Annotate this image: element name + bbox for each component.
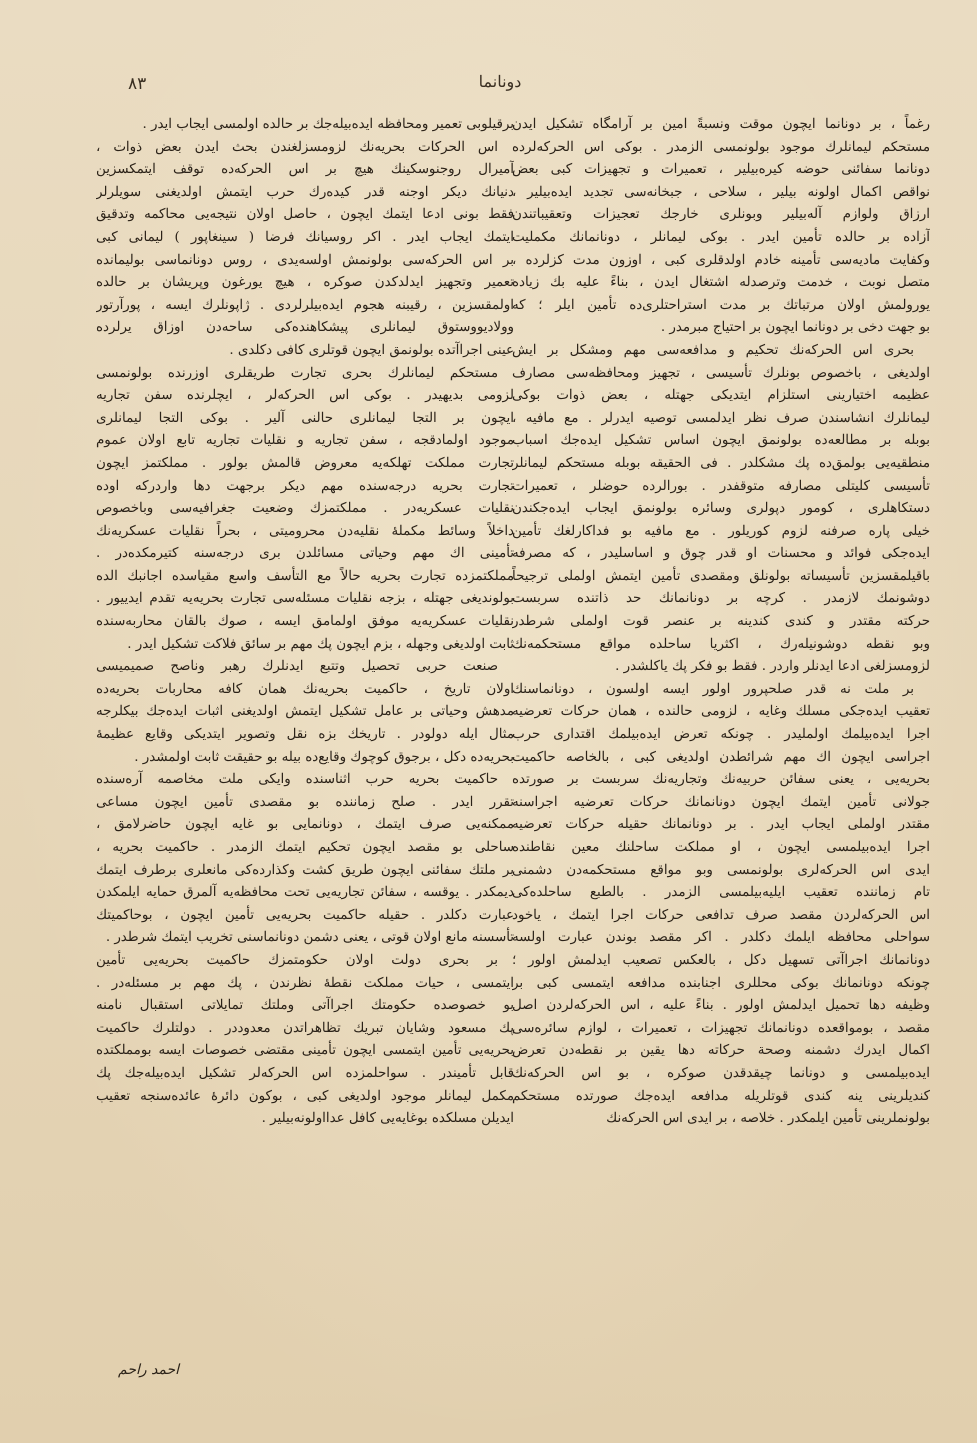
text-line: بحریه‌یی تأمین ایتمسی ایچون تأمینی مقتضی خصوصات ایسه بومملکتده xyxy=(96,1043,514,1059)
text-line: باقیلمقسزین تأسیساته بولونلق ومقصدی تأمین ایتمش اولملی ترجیحاً xyxy=(512,568,930,584)
text-line: بولوندیغی جهتله ، بزجه نقلیات مسئله‌سی تجارت بحریه‌یه تقدم ایدییور . xyxy=(96,591,514,607)
text-line: بحریه‌ده دکل ، برجوق کوچوك وقایع‌ده بیله بو حقیقت ثابت اولمشدر . xyxy=(134,749,514,765)
text-line: بوبله بر مطالعه‌ده بولونمق ایچون اساس تشکیل ایده‌جك اسباب xyxy=(512,433,930,449)
text-line: بو جهت دخی بر دونانما ایچون بر احتیاج مبرمدر . xyxy=(660,320,930,336)
text-line: دونانما سفائنی حوضه کیره‌بیلیر ، تعمیرات و تجهیزات کبی بعض xyxy=(512,162,930,178)
text-line: بر اس الحرکه‌سی بولونمش اولسه‌یدی ، روس دونانماسی بولیمانده xyxy=(96,252,514,268)
text-line: اولدیغی ، باخصوص بونلرك تأسیسی ، تجهیز ومحافظه‌سی مصارف xyxy=(512,365,930,381)
text-line: حاکمیت بحریه حرب اثناسنده وایکی ملت مخاصمه آره‌سنده xyxy=(96,772,498,788)
text-line: ایتمك ایجاب ایدر . اکر روسیانك فرضا ( سینغاپور ) لیمانی کبی xyxy=(96,229,514,245)
text-line: دوشونمك لازمدر . کرچه بر دونانمانك حد ذاتنده سربست xyxy=(512,591,930,607)
text-line: تعمیر وتجهیز ایدلدکدن صوکره ، هیچ یورغون وپریشان بر حالده xyxy=(96,275,514,291)
text-line: صنعت حربی تحصیل وتتبع ایدنلرك رهبر وناصح صمیمیسی xyxy=(96,659,498,675)
text-line: وبو نقطه دوشونیله‌رك ، اکثریا ساحلده مواقع مستحکمه‌نك xyxy=(512,636,930,652)
text-line: مستحکم لیمانلرك موجود بولونمسی الزمدر . بوکی اس الحرکه‌لرده xyxy=(512,139,930,155)
text-line: موجود اولمادقجه ، سفن تجاریه و نقلیات تجاریه تابع اولان عموم xyxy=(96,433,514,449)
text-line: اجراسی ایچون اك مهم شرائطدن اولدیغی کبی ، بالخاصه حاکمیت xyxy=(512,749,930,765)
text-line: مکمل لیمانلر موجود اولدیغی کبی ، بوکون دائرهٔ عائده‌سنجه تعقیب xyxy=(96,1088,514,1104)
text-line: دونانمانك اجراآتی تسهیل دکل ، بالعکس تصعیب ایدلمش اولور ؛ xyxy=(512,952,930,968)
text-line: بولونملرینی تأمین ایلمکدر . خلاصه ، بر ایدی اس الحرکه‌نك xyxy=(606,1111,930,1127)
text-line: چونکه دونانمانك بوکی محللری اجنابنده مدافعه ایتمسی کبی بر xyxy=(512,975,930,991)
text-line: وظیفه دها تحمیل ایدلمش اولور . بناءً علیه ، اس الحرکه‌لردن اصل xyxy=(512,998,930,1014)
text-line: تأسیسی کلیتلی مصارفه متوقفدر . بورالرده حوضلر ، تعمیرات xyxy=(512,478,930,494)
text-line: عینی اجراآتده بولونمق ایچون قوتلری کافی دکلدی . xyxy=(229,342,514,358)
text-line: بحری اس الحرکه‌نك تحکیم و مدافعه‌سی مهم ومشکل بر ایش xyxy=(512,342,914,358)
page-header xyxy=(0,70,977,100)
text-line: حرکته مقتدر و کندی کندینه بر عنصر قوت اولملی شرطدر xyxy=(512,614,930,630)
text-line: رغماً ، بر دونانما ایچون موقت ونسبةً امین بر آرامگاه تشکیل ایدن xyxy=(512,117,930,132)
text-line: مثال ایله دولودر . تاریخك بزه نقل وتصویر ایتدیکی وقایع عظیمهٔ xyxy=(96,727,514,743)
text-column-left xyxy=(96,114,514,1131)
text-line: ثابت اولدیغی وجهله ، بزم ایچون پك مهم بر سائق فلاکت تشکیل ایدر . xyxy=(127,636,514,652)
text-line: مقتدر اولملی ایجاب ایدر . بر دونانمانك حقیله حرکات تعرضیه xyxy=(512,817,930,833)
running-title: دونانما xyxy=(478,72,522,91)
text-line: تجارت مملکت تهلکه‌یه معروض قالمش بولور . مملکتمز ایچون xyxy=(96,455,514,471)
text-line: ایدیلن مسلکده بوغایه‌یی کافل عدااولونه‌بیلیر . xyxy=(261,1111,514,1127)
text-line: جولانی تأمین ایتمك ایچون دونانمانك حرکات تعرضیه اجراسنه xyxy=(512,794,930,810)
text-line: عظیمه اختیارینی استلزام ایتدیکی جهتله ، بعض ذوات بوکی xyxy=(512,388,930,404)
text-line: تجارت بحریه درجه‌سنده مهم دیکر برجهت دها واردرکه اوده xyxy=(96,478,514,494)
text-line: دیمکدر . یوقسه ، سفائن تجاریه‌یی تحت محافظه‌یه آلمرق حمایه ایلمکدن xyxy=(96,885,514,901)
text-line: یورولمش اولان مرتباتك بر مدت استراحتلری‌ده تأمین ایلر ؛ که xyxy=(512,297,930,313)
text-line: تأمینی اك مهم وحیاتی مسائلدن بری درجه‌سنه کتیرمکده‌در . xyxy=(96,546,514,562)
text-line: لزومسزلغی ادعا ایدنلر واردر . فقط بو فکر پك یاکلشدر . xyxy=(615,659,930,675)
text-line: تام زماننده تعقیب ایلیه‌بیلمسی الزمدر . بالطبع ساحلده‌کی xyxy=(512,885,930,901)
text-line: لزومی بدیهیدر . بوکی اس الحرکه‌لر ، ایچلرنده سفن تجاریه xyxy=(96,388,514,404)
text-line: مقصد ، بومواقعده دونانمانك تجهیزات ، تعمیرات ، لوازم سائره‌سی xyxy=(512,1020,930,1036)
text-line: اجرا ایده‌بیلمك اولملیدر . چونکه تعرض ایده‌بیلمك اقتداری حرب xyxy=(512,727,930,743)
text-line: سواحلی محافظه ایلمك دکلدر . اکر مقصد بوندن عبارت اولسه xyxy=(512,930,930,946)
text-line: لیمانلرك انشاسندن صرف نظر ایدلمسی توصیه ایدرلر . مع مافیه ، xyxy=(512,410,930,426)
text-line: بر ملتك سفائنی ایچون طریق کشت وکذارده‌کی مانعلری برطرف ایتمك xyxy=(96,862,514,878)
text-line: آمیرال روجنوسکینك هیچ بر اس الحرکه‌ده توقف ایتمکسزین xyxy=(96,162,514,178)
text-line: ایده‌بیلمسی و دونانما چیقدقدن صوکره ، بو اس الحرکه‌نك xyxy=(512,1065,930,1081)
author-signature: احمد راحم xyxy=(118,1362,180,1378)
text-line: بحریه‌یی ، یعنی سفائن حربیه‌نك وتجاریه‌نك سربست بر صورتده xyxy=(512,772,930,788)
page-number: ۸۳ xyxy=(128,74,147,94)
text-line: پك مسعود وشایان تبریك تظاهراتدن معدوددر . دولتلرك حاکمیت xyxy=(96,1020,514,1036)
text-line: اولان تاریخ ، حاکمیت بحریه‌نك همان کافه محاربات بحریه‌ده xyxy=(96,681,514,697)
text-line: متصل نوبت ، خدمت وترصدله اشتغال ایدن ، بناءً علیه بك زیاده xyxy=(512,275,930,291)
text-line: ایدی اس الحرکه‌لری بولونمسی وبو مواقع مستحکمه‌دن دشمنی xyxy=(512,862,930,878)
text-line: دستکاهلری ، کومور دپولری وسائره بولونمق ایجاب ایده‌جکندن xyxy=(512,501,930,517)
text-line: مستحکم لیمانلرك بحری تجارت طریقلری اوزرنده بولونمسی xyxy=(96,365,498,381)
text-line: ایتمسی ، حیات مملکت نقطهٔ نظرندن ، پك مهم بر مسئله‌در . xyxy=(96,975,514,991)
text-line: اجرا ایده‌بیلمسی ایچون ، او مملکت ساحلنك معین نقاطنده xyxy=(512,840,930,855)
text-line: بو خصوصده حکومتك اجراآتی وملتك تمایلاتی استقبال نامنه xyxy=(96,998,514,1014)
text-line: ممکنه‌یی صرف ایتمك ، دونانمایی بو غایه ایچون حاضرلامق ، xyxy=(96,817,514,833)
text-line: برقیلوبی تعمیر ومحافظه ایده‌بیله‌جك بر حالده اولمسی ایجاب ایدر . xyxy=(142,117,514,132)
text-line: تعقیب ایده‌جکی مسلك وغایه ، لزومی حالنده ، همان حرکات تعرضیه xyxy=(512,704,930,720)
text-line: اکمال ایدرك دشمنه وصحة حرکاته دها یقین بر نقطه‌دن تعرض xyxy=(512,1043,930,1059)
text-line: مملکتمزده تجارت بحریه حالاً مع التأسف واسع مقیاسده اجانبك الده xyxy=(96,568,514,584)
text-column-right xyxy=(512,114,930,1131)
text-line: دنیانك دیکر اوجنه قدر کیده‌رك حرب ایتمش اولدیغنی سویلرلر xyxy=(96,184,514,200)
text-line: فقط بونی ادعا ایتمك ایچون ، حاصل اولان نتیجه‌یی محاکمه وتدقیق xyxy=(96,207,514,223)
text-line: ایچون بر التجا لیمانلری حالنی آلیر . بوکی التجا لیمانلری xyxy=(96,410,514,426)
text-line: نقلیات عسکریه‌در . مملکتمزك وضعیت جغرافیه‌سی وباخصوص xyxy=(96,501,514,517)
text-line: تقرر ایدر . صلح زماننده بو مقصدی تأمین ایچون مساعی xyxy=(96,794,514,810)
text-line: تأسسنه مانع اولان قوتی ، یعنی دشمن دونانماسنی تخریب ایتمك شرطدر . xyxy=(105,930,514,946)
text-line: عبارت دکلدر . حقیله حاکمیت بحریه‌یی تأمین ایچون ، بوحاکمیتك xyxy=(96,907,514,923)
text-line: ارزاق ولوازم آله‌بیلیر وبونلری خارجك تعجیزات وتعقیباتندن xyxy=(512,207,930,223)
text-line: اس الحرکات بحریه‌نك لزومسزلغندن بحث ایدن بعض ذوات ، xyxy=(96,139,498,155)
text-line: ایده‌جکی فوائد و محسنات او قدر چوق و اساسلیدر ، که مصرفه xyxy=(512,546,930,562)
text-line: وکفایت مادیه‌سی تأمینه خادم اولدقلری کبی ، اوزون مدت کزلرده ، xyxy=(512,252,930,268)
text-line: اس الحرکه‌لردن مقصد صرف تدافعی حرکات اجرا ایتمك ، یاخود xyxy=(512,907,930,923)
text-line: بر بحری دولت اولان حکومتمزك حاکمیت بحریه‌یی تأمین xyxy=(96,952,498,968)
text-line: خیلی پاره صرفنه لزوم کوریلور . مع مافیه بو فداکارلغك تأمین xyxy=(512,523,930,539)
text-line: نواقص اکمال اولونه بیلیر ، سلاحی ، جبخانه‌سی تجدید ایده‌بیلیر ، xyxy=(512,184,930,200)
text-line: منطقیه‌یی بولمق‌ده پك مشکلدر . فی الحقیقه بوبله مستحکم لیمانلر xyxy=(512,455,930,471)
text-line: داخلاً وسائط مکملهٔ نقلیه‌دن محرومیتی ، بحراً نقلیات عسکریه‌نك xyxy=(96,523,514,539)
text-line: قابل تأمیندر . سواحلمزده اس الحرکه‌لر تشکیل ایده‌بیله‌جك پك xyxy=(96,1065,514,1081)
text-line: آزاده بر حالده تأمین ایدر . بوکی لیمانلر ، دونانمانك مکملیت xyxy=(512,229,930,245)
text-line: اولمقسزین ، رقیبنه هجوم ایده‌بیلرلردی . ژاپونلرك ایسه ، پورآرتور xyxy=(96,297,514,313)
text-line: نقلیات عسکریه‌یه موفق اولمامق ایسه ، صوك بالقان محاربه‌سنده xyxy=(96,614,514,630)
text-line: مدهش وحیاتی بر عامل تشکیل ایتمش اولدیغنی اثبات ایده‌جك بیکلرجه xyxy=(96,704,514,720)
text-line: ساحلی بو مقصد ایچون تحکیم ایتمك الزمدر . حاکمیت بحریه ، xyxy=(96,840,514,855)
text-line: کندیلرینی ینه کندی قوتلریله مدافعه ایده‌جك صورتده مستحکم xyxy=(512,1088,930,1104)
text-line: بر ملت نه قدر صلحپرور اولور ایسه اولسون ، دونانماسنك xyxy=(512,681,914,697)
text-line: وولادیووستوق لیمانلری پیشکاهنده‌کی ساحه‌دن اوزاق یرلرده xyxy=(96,320,514,336)
